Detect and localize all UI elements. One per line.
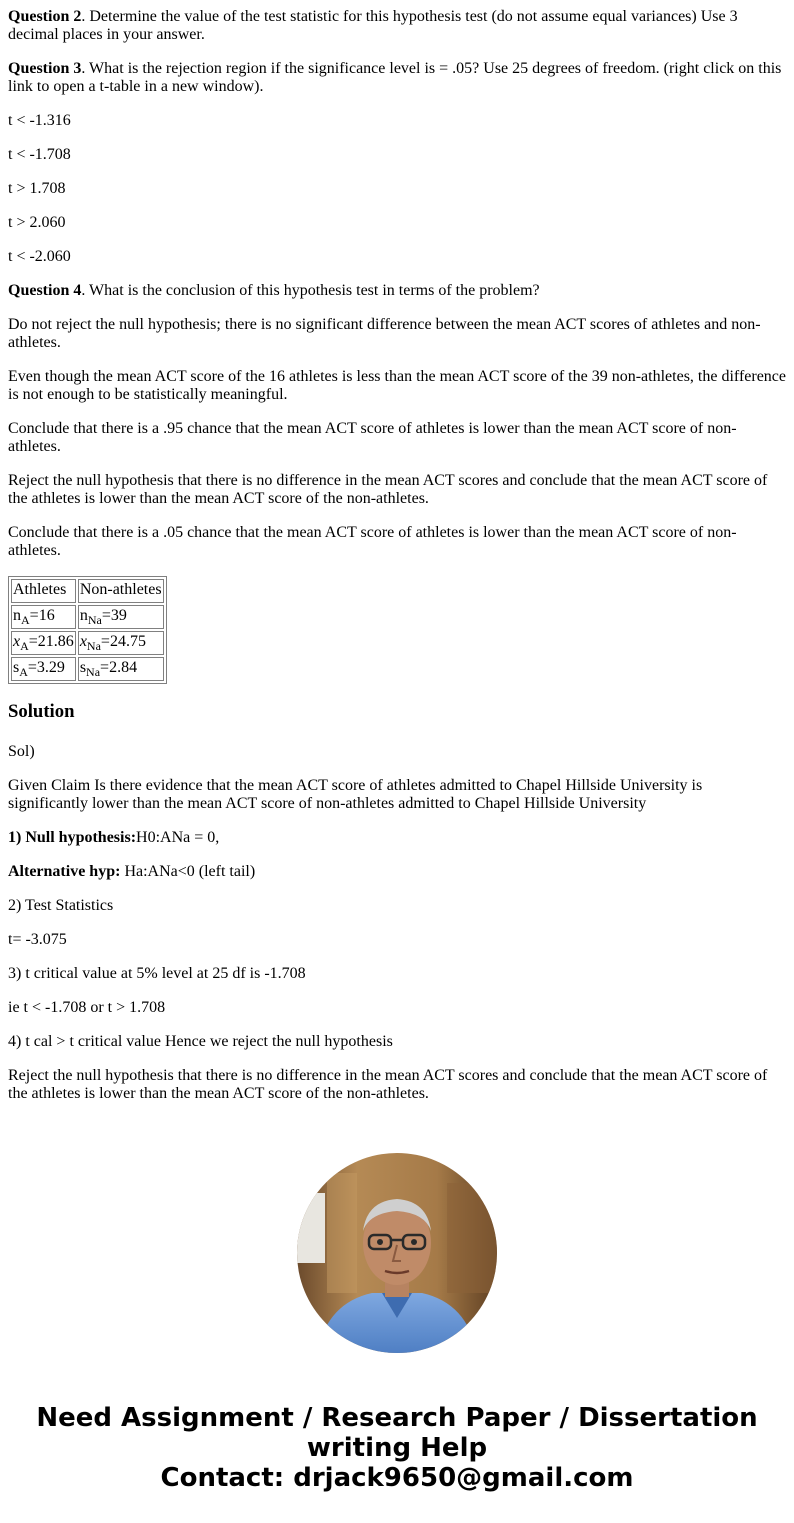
cell-value: =24.75 xyxy=(100,633,146,650)
cell-subscript: A xyxy=(19,665,28,679)
cell-value: =21.86 xyxy=(28,633,74,650)
table-header-cell: Athletes xyxy=(11,579,76,603)
cell-value: =16 xyxy=(29,607,55,624)
q3-option-2: t < -1.708 xyxy=(8,146,71,163)
null-hypothesis-label: 1) Null hypothesis: xyxy=(8,829,137,846)
null-hypothesis xyxy=(8,829,786,847)
summary-stats-table xyxy=(8,576,167,684)
q4-option-3: Conclude that there is a .95 chance that the mean ACT score of athletes is lower than the mean ACT score of non-athletes. xyxy=(8,420,737,455)
question-4 xyxy=(8,282,786,300)
question-2 xyxy=(8,8,786,44)
test-statistics-step: 2) Test Statistics xyxy=(8,897,114,914)
table-header-cell: Non-athletes xyxy=(78,579,164,603)
cell-symbol: x xyxy=(13,633,21,650)
table-row xyxy=(11,657,164,681)
cell-symbol: x xyxy=(79,633,87,650)
given-claim: Given Claim Is there evidence that the mean ACT score of athletes admitted to Chapel Hillside University is significantly lower than the mean ACT score of non-athletes admitted to Chapel Hillside University xyxy=(8,777,703,812)
cell-value: =2.84 xyxy=(100,659,138,676)
solution-heading: Solution xyxy=(8,701,75,722)
null-hypothesis-value: H0:ANa = 0, xyxy=(136,829,220,846)
q3-option-5: t < -2.060 xyxy=(8,248,71,265)
q3-option-3: t > 1.708 xyxy=(8,180,66,197)
q4-option-4: Reject the null hypothesis that there is no difference in the mean ACT scores and conclude that the mean ACT score of the athletes is lower than the mean ACT score of the non-athletes. xyxy=(8,472,768,507)
table-row xyxy=(11,605,164,629)
cell-subscript: Na xyxy=(86,639,101,653)
question-3 xyxy=(8,60,786,96)
q3-option-1: t < -1.316 xyxy=(8,112,71,129)
question-3-text: . What is the rejection region if the significance level is = .05? Use 25 degrees of freedom. (right click on this link to open a t-table in a new window). xyxy=(8,60,782,95)
q4-option-1: Do not reject the null hypothesis; there is no significant difference between the mean ACT scores of athletes and non-athletes. xyxy=(8,316,761,351)
cell-value: =39 xyxy=(101,607,127,624)
avatar-photo xyxy=(297,1153,497,1353)
table-header-row xyxy=(11,579,164,603)
table-row xyxy=(11,631,164,655)
cell-symbol: n xyxy=(79,607,88,624)
q4-option-5: Conclude that there is a .05 chance that the mean ACT score of athletes is lower than the mean ACT score of non-athletes. xyxy=(8,524,737,559)
table-cell xyxy=(11,631,76,655)
table-cell xyxy=(78,605,164,629)
solution-label: Sol) xyxy=(8,743,35,760)
alternative-hypothesis-label: Alternative hyp: xyxy=(8,863,121,880)
rejection-region: ie t < -1.708 or t > 1.708 xyxy=(8,999,166,1016)
critical-value-step: 3) t critical value at 5% level at 25 df is -1.708 xyxy=(8,965,306,982)
alternative-hypothesis-value: Ha:ANa<0 (left tail) xyxy=(120,863,256,880)
contact-banner xyxy=(0,1403,794,1493)
banner-line-2: writing Help xyxy=(306,1433,488,1463)
t-statistic-value: t= -3.075 xyxy=(8,931,67,948)
cell-subscript: A xyxy=(21,613,30,627)
question-2-text: . Determine the value of the test statistic for this hypothesis test (do not assume equal variances) Use 3 decimal places in your answer. xyxy=(8,8,738,43)
table-cell xyxy=(78,657,164,681)
table-cell xyxy=(11,605,76,629)
cell-symbol: s xyxy=(79,659,87,676)
banner-line-1: Need Assignment / Research Paper / Dissertation xyxy=(36,1403,758,1433)
q3-option-4: t > 2.060 xyxy=(8,214,66,231)
cell-symbol: n xyxy=(13,607,21,624)
table-cell xyxy=(11,657,76,681)
cell-subscript: A xyxy=(20,639,29,653)
cell-value: =3.29 xyxy=(27,659,65,676)
question-3-label: Question 3 xyxy=(8,60,82,77)
alternative-hypothesis xyxy=(8,863,786,881)
cell-subscript: Na xyxy=(86,665,101,679)
cell-subscript: Na xyxy=(87,613,102,627)
q4-option-2: Even though the mean ACT score of the 16 athletes is less than the mean ACT score of the 39 non-athletes, the difference is not enough to be statistically meaningful. xyxy=(8,368,787,403)
person-avatar-icon xyxy=(297,1153,497,1353)
question-4-text: . What is the conclusion of this hypothesis test in terms of the problem? xyxy=(81,282,540,299)
question-4-label: Question 4 xyxy=(8,282,82,299)
banner-contact-email: Contact: drjack9650@gmail.com xyxy=(160,1463,634,1493)
decision-step: 4) t cal > t critical value Hence we reject the null hypothesis xyxy=(8,1033,393,1050)
final-conclusion: Reject the null hypothesis that there is no difference in the mean ACT scores and conclude that the mean ACT score of the athletes is lower than the mean ACT score of the non-athletes. xyxy=(8,1067,768,1102)
cell-symbol: s xyxy=(13,659,20,676)
table-cell xyxy=(78,631,164,655)
question-2-label: Question 2 xyxy=(8,8,82,25)
